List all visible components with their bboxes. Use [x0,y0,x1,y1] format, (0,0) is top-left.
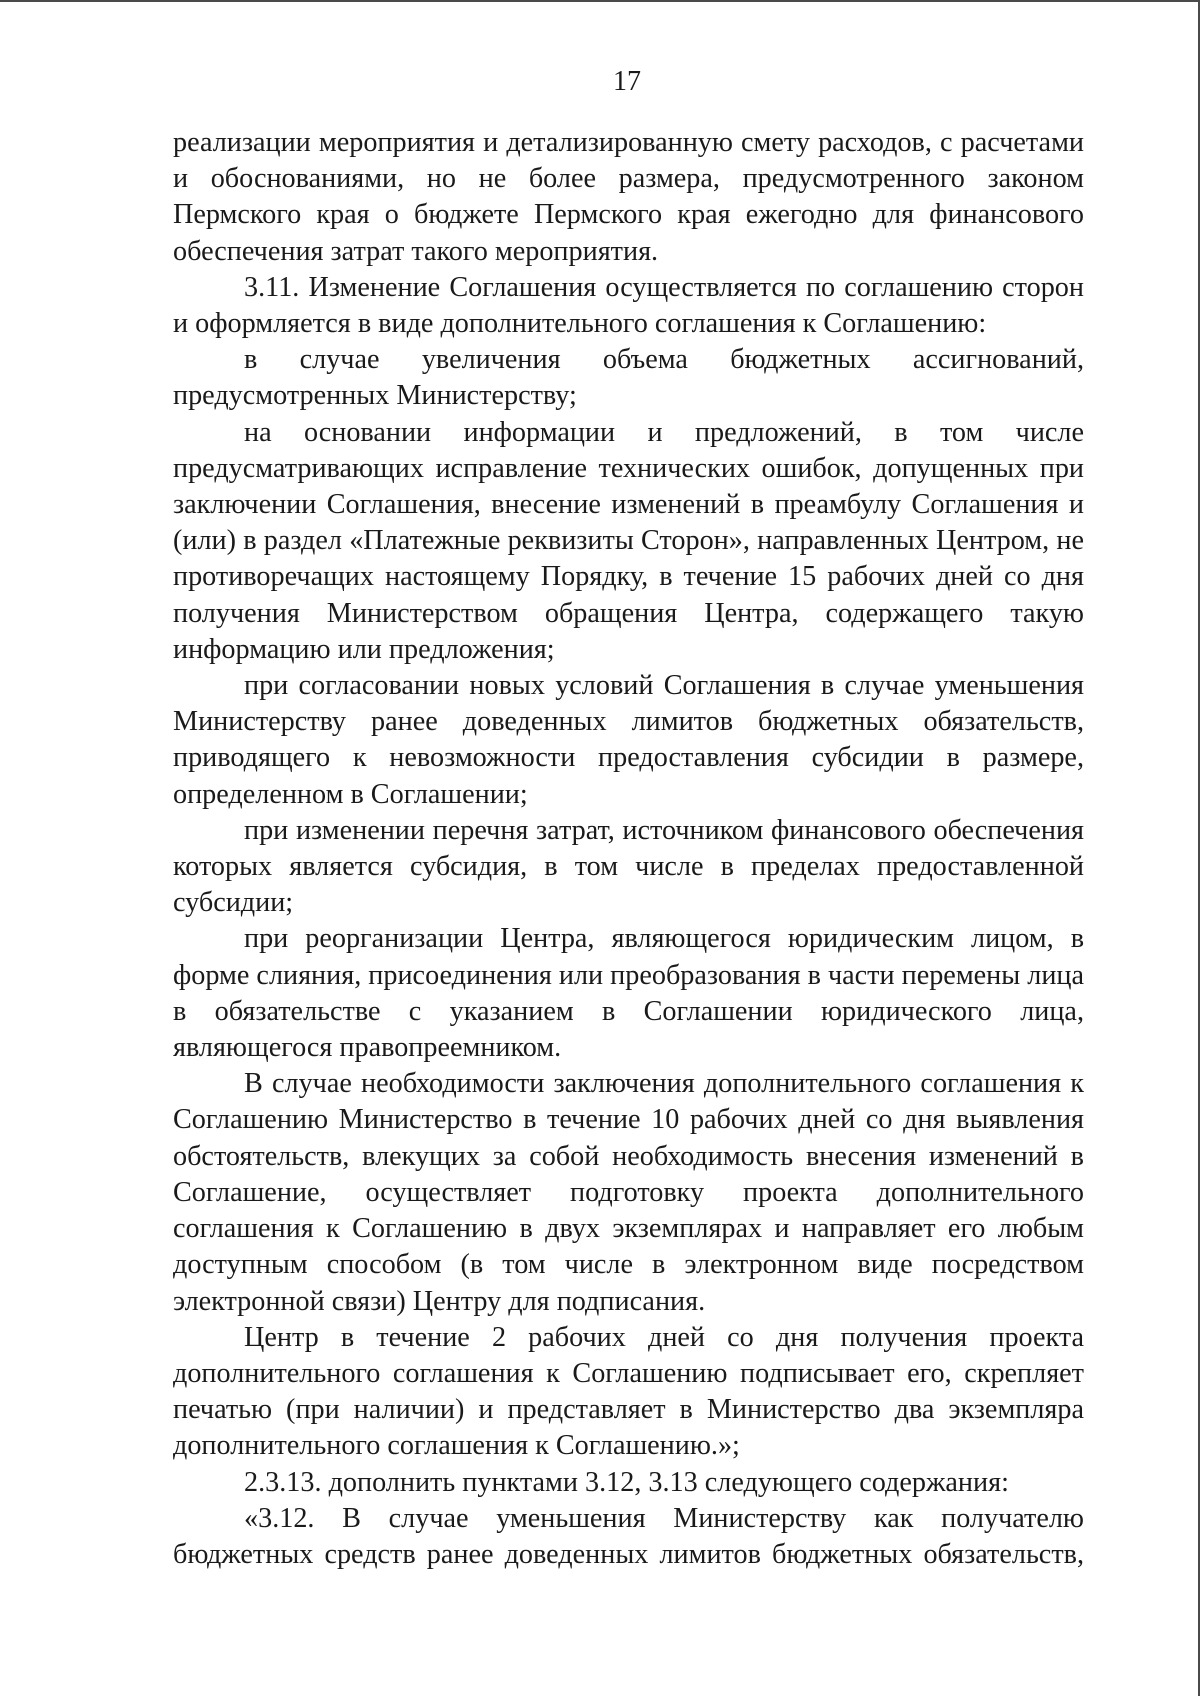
paragraph: при согласовании новых условий Соглашения в случае уменьшения Министерству ранее доведенных лимитов бюджетных обязательств, приводящего к невозможности предоставления субсидии в размере, определенном в Соглашении; [173,670,1084,810]
paragraph: реализации мероприятия и детализированную смету расходов, с расчетами и обоснованиями, но не более размера, предусмотренного законом Пермского края о бюджете Пермского края ежегодно для финансового обеспечения затрат такого мероприятия. [173,127,1084,267]
paragraph: при изменении перечня затрат, источником финансового обеспечения которых является субсидия, в том числе в пределах предоставленной субсидии; [173,814,1084,919]
paragraph: при реорганизации Центра, являющегося юридическим лицом, в форме слияния, присоединения или преобразования в части перемены лица в обязательстве с указанием в Соглашении юридического лица, являющегося правопреемником. [173,923,1084,1064]
paragraph: В случае необходимости заключения дополнительного соглашения к Соглашению Министерство в течение 10 рабочих дней со дня выявления обстоятельств, влекущих за собой необходимость внесения изменений в Соглашение, осуществляет подготовку проекта дополнительного соглашения к Соглашению в двух экземплярах и направляет его любым доступным способом (в том числе в электронном виде посредством электронной связи) Центру для подписания. [173,1068,1084,1317]
document-body [173,125,1084,1573]
paragraph: «3.12. В случае уменьшения Министерству как получателю бюджетных средств ранее доведенных лимитов бюджетных обязательств, [173,1502,1084,1570]
paragraph: 2.3.13. дополнить пунктами 3.12, 3.13 следующего содержания: [244,1466,1009,1498]
paragraph: в случае увеличения объема бюджетных ассигнований, предусмотренных Министерству; [173,344,1084,412]
paragraph: 3.11. Изменение Соглашения осуществляется по соглашению сторон и оформляется в виде дополнительного соглашения к Соглашению: [173,271,1084,340]
paragraph: на основании информации и предложений, в том числе предусматривающих исправление технических ошибок, допущенных при заключении Соглашения, внесение изменений в преамбулу Соглашения и (или) в раздел «Платежные реквизиты Сторон», направленных Центром, не противоречащих настоящему Порядку, в течение 15 рабочих дней со дня получения Министерством обращения Центра, содержащего такую информацию или предложения; [173,416,1084,665]
paragraph: Центр в течение 2 рабочих дней со дня получения проекта дополнительного соглашения к Соглашению подписывает его, скрепляет печатью (при наличии) и представляет в Министерство два экземпляра дополнительного соглашения к Соглашению.»; [173,1321,1084,1462]
page-number: 17 [613,66,641,97]
